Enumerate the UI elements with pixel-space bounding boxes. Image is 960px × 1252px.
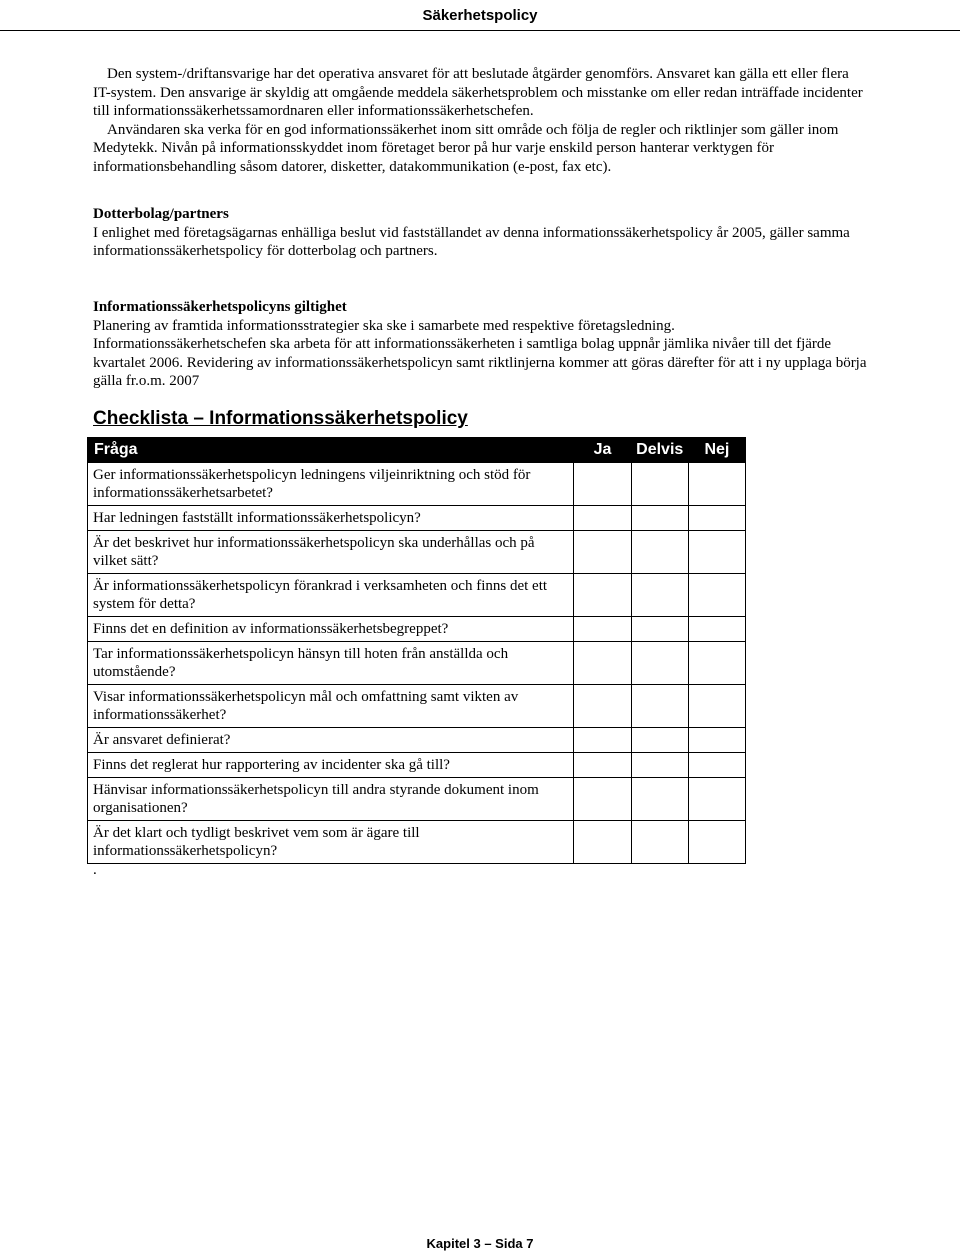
answer-yes-cell[interactable] — [574, 506, 631, 531]
partners-section — [93, 205, 873, 261]
answer-partly-cell[interactable] — [631, 617, 688, 642]
table-row — [88, 753, 746, 778]
checklist-header-row — [88, 438, 746, 463]
table-row — [88, 728, 746, 753]
answer-yes-cell[interactable] — [574, 685, 631, 728]
answer-partly-cell[interactable] — [631, 642, 688, 685]
answer-yes-cell[interactable] — [574, 574, 631, 617]
question-cell: Ger informationssäkerhetspolicyn ledningens viljeinriktning och stöd för informationssäkerhetsarbetet? — [88, 463, 574, 506]
answer-no-cell[interactable] — [688, 685, 745, 728]
answer-partly-cell[interactable] — [631, 685, 688, 728]
table-row — [88, 778, 746, 821]
answer-yes-cell[interactable] — [574, 728, 631, 753]
table-row — [88, 506, 746, 531]
question-cell: Finns det reglerat hur rapportering av incidenter ska gå till? — [88, 753, 574, 778]
question-cell: Är det beskrivet hur informationssäkerhetspolicyn ska underhållas och på vilket sätt? — [88, 531, 574, 574]
answer-no-cell[interactable] — [688, 821, 745, 864]
answer-partly-cell[interactable] — [631, 778, 688, 821]
answer-no-cell[interactable] — [688, 642, 745, 685]
validity-line-2: Informationssäkerhetschefen ska arbeta för att informationssäkerheten i samtliga bolag uppnår jämlika nivåer till det fjärde kvartalet 2006. Revidering av informationssäkerhetspolicyn samt riktlinjerna kommer att göras därefter för att i ny upplaga börja gälla fr.o.m. 2007 — [93, 336, 867, 389]
question-cell: Finns det en definition av informationssäkerhetsbegreppet? — [88, 617, 574, 642]
answer-yes-cell[interactable] — [574, 617, 631, 642]
question-cell: Är ansvaret definierat? — [88, 728, 574, 753]
intro-paragraph-user-text: Användaren ska verka för en god informationssäkerhet inom sitt område och följa de regler och riktlinjer som gäller inom Medytekk. Nivån på informationsskyddet inom företaget beror på hur varje enskild person hanterar verktygen för informationsbehandling såsom datorer, disketter, datakommunikation (e-post, fax etc). — [93, 121, 839, 175]
answer-no-cell[interactable] — [688, 531, 745, 574]
partners-text: I enlighet med företagsägarnas enhälliga beslut vid fastställandet av denna informationssäkerhetspolicy år 2005, gäller samma informationssäkerhetspolicy för dotterbolag och partners. — [93, 224, 850, 259]
question-cell: Har ledningen fastställt informationssäkerhetspolicyn? — [88, 506, 574, 531]
table-row — [88, 531, 746, 574]
checklist-title: Checklista – Informationssäkerhetspolicy — [93, 408, 468, 429]
table-row — [88, 821, 746, 864]
answer-yes-cell[interactable] — [574, 778, 631, 821]
answer-no-cell[interactable] — [688, 728, 745, 753]
answer-no-cell[interactable] — [688, 463, 745, 506]
question-cell: Hänvisar informationssäkerhetspolicyn till andra styrande dokument inom organisationen? — [88, 778, 574, 821]
intro-section — [93, 65, 863, 176]
intro-paragraph-user — [93, 121, 863, 177]
answer-no-cell[interactable] — [688, 506, 745, 531]
question-cell: Är det klart och tydligt beskrivet vem som är ägare till informationssäkerhetspolicyn? — [88, 821, 574, 864]
header-no: Nej — [688, 438, 745, 463]
answer-yes-cell[interactable] — [574, 463, 631, 506]
validity-heading: Informationssäkerhetspolicyns giltighet — [93, 299, 347, 315]
answer-partly-cell[interactable] — [631, 728, 688, 753]
answer-yes-cell[interactable] — [574, 821, 631, 864]
answer-no-cell[interactable] — [688, 778, 745, 821]
page-footer: Kapitel 3 – Sida 7 — [426, 1236, 534, 1251]
answer-yes-cell[interactable] — [574, 642, 631, 685]
validity-line-1: Planering av framtida informationsstrategier ska ske i samarbete med respektive företagsledning. — [93, 317, 675, 334]
answer-no-cell[interactable] — [688, 617, 745, 642]
answer-partly-cell[interactable] — [631, 821, 688, 864]
answer-yes-cell[interactable] — [574, 531, 631, 574]
validity-section — [93, 298, 873, 391]
table-row — [88, 642, 746, 685]
answer-no-cell[interactable] — [688, 753, 745, 778]
answer-no-cell[interactable] — [688, 574, 745, 617]
answer-partly-cell[interactable] — [631, 506, 688, 531]
answer-partly-cell[interactable] — [631, 574, 688, 617]
partners-heading: Dotterbolag/partners — [93, 206, 229, 222]
question-cell: Är informationssäkerhetspolicyn förankrad i verksamheten och finns det ett system för detta? — [88, 574, 574, 617]
table-row — [88, 685, 746, 728]
question-cell: Visar informationssäkerhetspolicyn mål och omfattning samt vikten av informationssäkerhet? — [88, 685, 574, 728]
header-question: Fråga — [88, 438, 574, 463]
table-row — [88, 617, 746, 642]
table-row — [88, 463, 746, 506]
intro-paragraph-operations-text: Den system-/driftansvarige har det operativa ansvaret för att beslutade åtgärder genomförs. Ansvaret kan gälla ett eller flera IT-system. Den ansvarige är skyldig att omgående meddela säkerhetsproblem och misstanke om eller redan inträffade incidenter till informationssäkerhetssamordnaren eller informationssäkerhetschefen. — [93, 66, 863, 119]
intro-paragraph-operations — [93, 65, 863, 121]
answer-partly-cell[interactable] — [631, 463, 688, 506]
trailing-dot: . — [93, 862, 97, 878]
header-partly: Delvis — [631, 438, 688, 463]
header-title: Säkerhetspolicy — [422, 7, 538, 24]
table-row — [88, 574, 746, 617]
header-yes: Ja — [574, 438, 631, 463]
question-cell: Tar informationssäkerhetspolicyn hänsyn till hoten från anställda och utomstående? — [88, 642, 574, 685]
checklist-table — [87, 437, 746, 864]
answer-yes-cell[interactable] — [574, 753, 631, 778]
answer-partly-cell[interactable] — [631, 753, 688, 778]
page-header — [0, 0, 960, 31]
answer-partly-cell[interactable] — [631, 531, 688, 574]
